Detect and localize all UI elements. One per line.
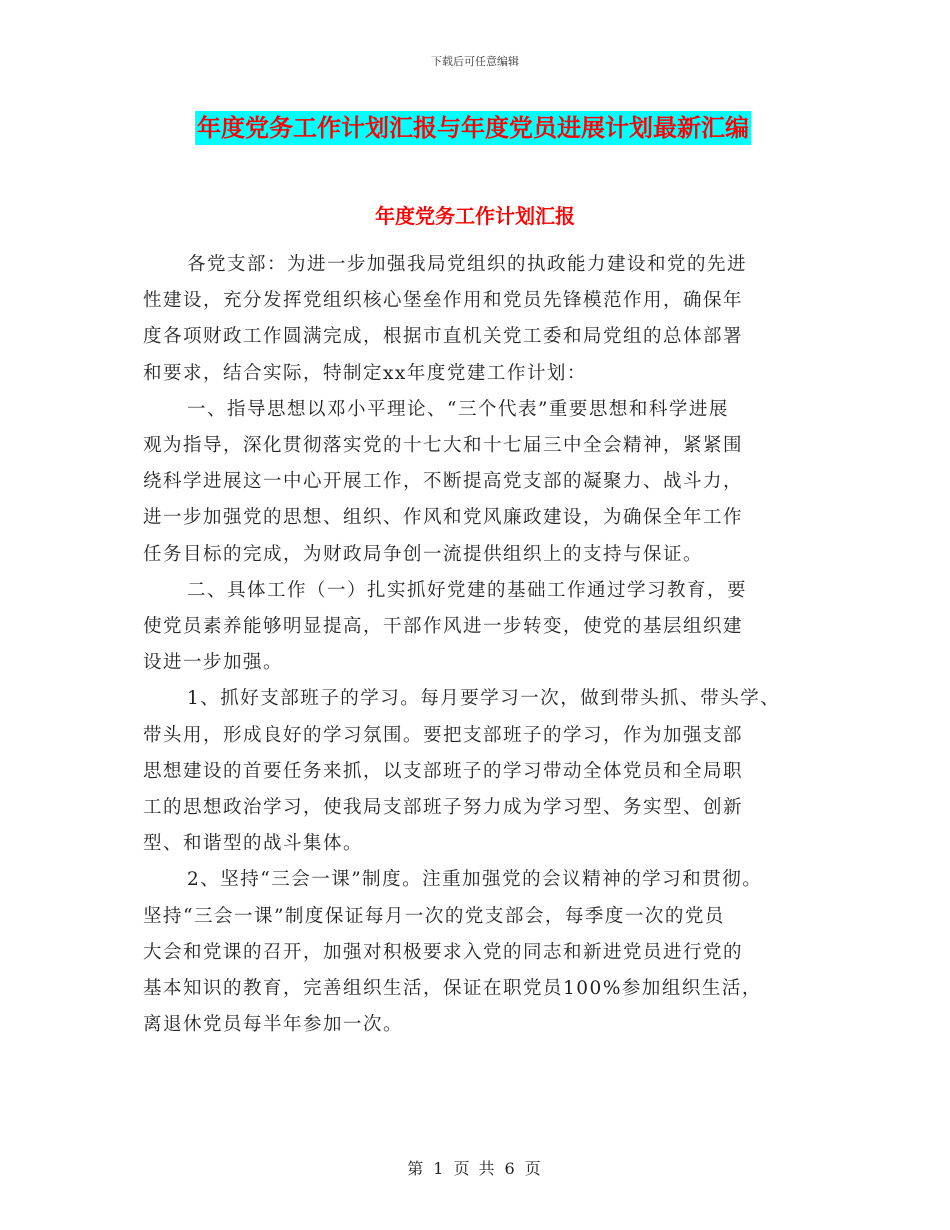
paragraph-line: 性建设，充分发挥党组织核心堡垒作用和党员先锋模范作用，确保年 (143, 290, 744, 312)
paragraph-line: 一、指导思想以邓小平理论、“三个代表”重要思想和科学进展 (187, 398, 729, 420)
paragraph-line: 各党支部：为进一步加强我局党组织的执政能力建设和党的先进 (187, 254, 748, 275)
page-footer (0, 1156, 950, 1179)
paragraph-line: 使党员素养能够明显提高，干部作风进一步转变，使党的基层组织建 (143, 616, 744, 638)
paragraph-line: 任务目标的完成，为财政局争创一流提供组织上的支持与保证。 (143, 543, 704, 565)
paragraph-line: 大会和党课的召开，加强对积极要求入党的同志和新进党员进行党的 (143, 941, 744, 963)
paragraph-line: 二、具体工作（一）扎实抓好党建的基础工作通过学习教育，要 (187, 579, 748, 601)
paragraph (143, 392, 833, 573)
paragraph-line: 坚持“三会一课”制度保证每月一次的党支部会，每季度一次的党员 (143, 905, 725, 927)
paragraph (143, 573, 833, 682)
footer-prefix: 第 (407, 1159, 426, 1178)
paragraph-line: 基本知识的教育，完善组织生活，保证在职党员100%参加组织生活， (143, 978, 762, 1000)
paragraph (143, 681, 833, 862)
main-title: 年度党务工作计划汇报与年度党员进展计划最新汇编 (195, 111, 751, 145)
paragraph-line: 工的思想政治学习，使我局支部班子努力成为学习型、务实型、创新 (143, 797, 744, 819)
paragraph-line: 设进一步加强。 (143, 652, 284, 674)
section-title: 年度党务工作计划汇报 (375, 204, 575, 228)
paragraph-line: 观为指导，深化贯彻落实党的十七大和十七届三中全会精神，紧紧围 (143, 435, 744, 457)
paragraph-line: 度各项财政工作圆满完成，根据市直机关党工委和局党组的总体部署 (143, 326, 744, 348)
paragraph-line: 型、和谐型的战斗集体。 (143, 833, 364, 855)
paragraph-line: 绕科学进展这一中心开展工作，不断提高党支部的凝聚力、战斗力， (143, 471, 744, 493)
body-text (143, 247, 833, 1043)
paragraph-line: 1、抓好支部班子的学习。每月要学习一次，做到带头抓、带头学、 (187, 688, 781, 710)
paragraph-line: 带头用，形成良好的学习氛围。要把支部班子的学习，作为加强支部 (143, 724, 744, 746)
header-note: 下载后可任意编辑 (431, 55, 519, 68)
paragraph-line: 进一步加强党的思想、组织、作风和党风廉政建设，为确保全年工作 (143, 507, 744, 529)
paragraph-line: 和要求，结合实际，特制定xx年度党建工作计划： (143, 362, 587, 384)
paragraph (143, 247, 833, 392)
footer-suffix: 页 (524, 1159, 543, 1178)
paragraph-line: 思想建设的首要任务来抓，以支部班子的学习带动全体党员和全局职 (143, 760, 744, 782)
footer-middle: 页 共 (453, 1159, 497, 1178)
paragraph (143, 862, 833, 1043)
total-pages-number: 6 (504, 1159, 517, 1178)
current-page-number: 1 (433, 1159, 446, 1178)
paragraph-line: 离退休党员每半年参加一次。 (143, 1014, 404, 1036)
paragraph-line: 2、坚持“三会一课”制度。注重加强党的会议精神的学习和贯彻。 (187, 869, 763, 891)
